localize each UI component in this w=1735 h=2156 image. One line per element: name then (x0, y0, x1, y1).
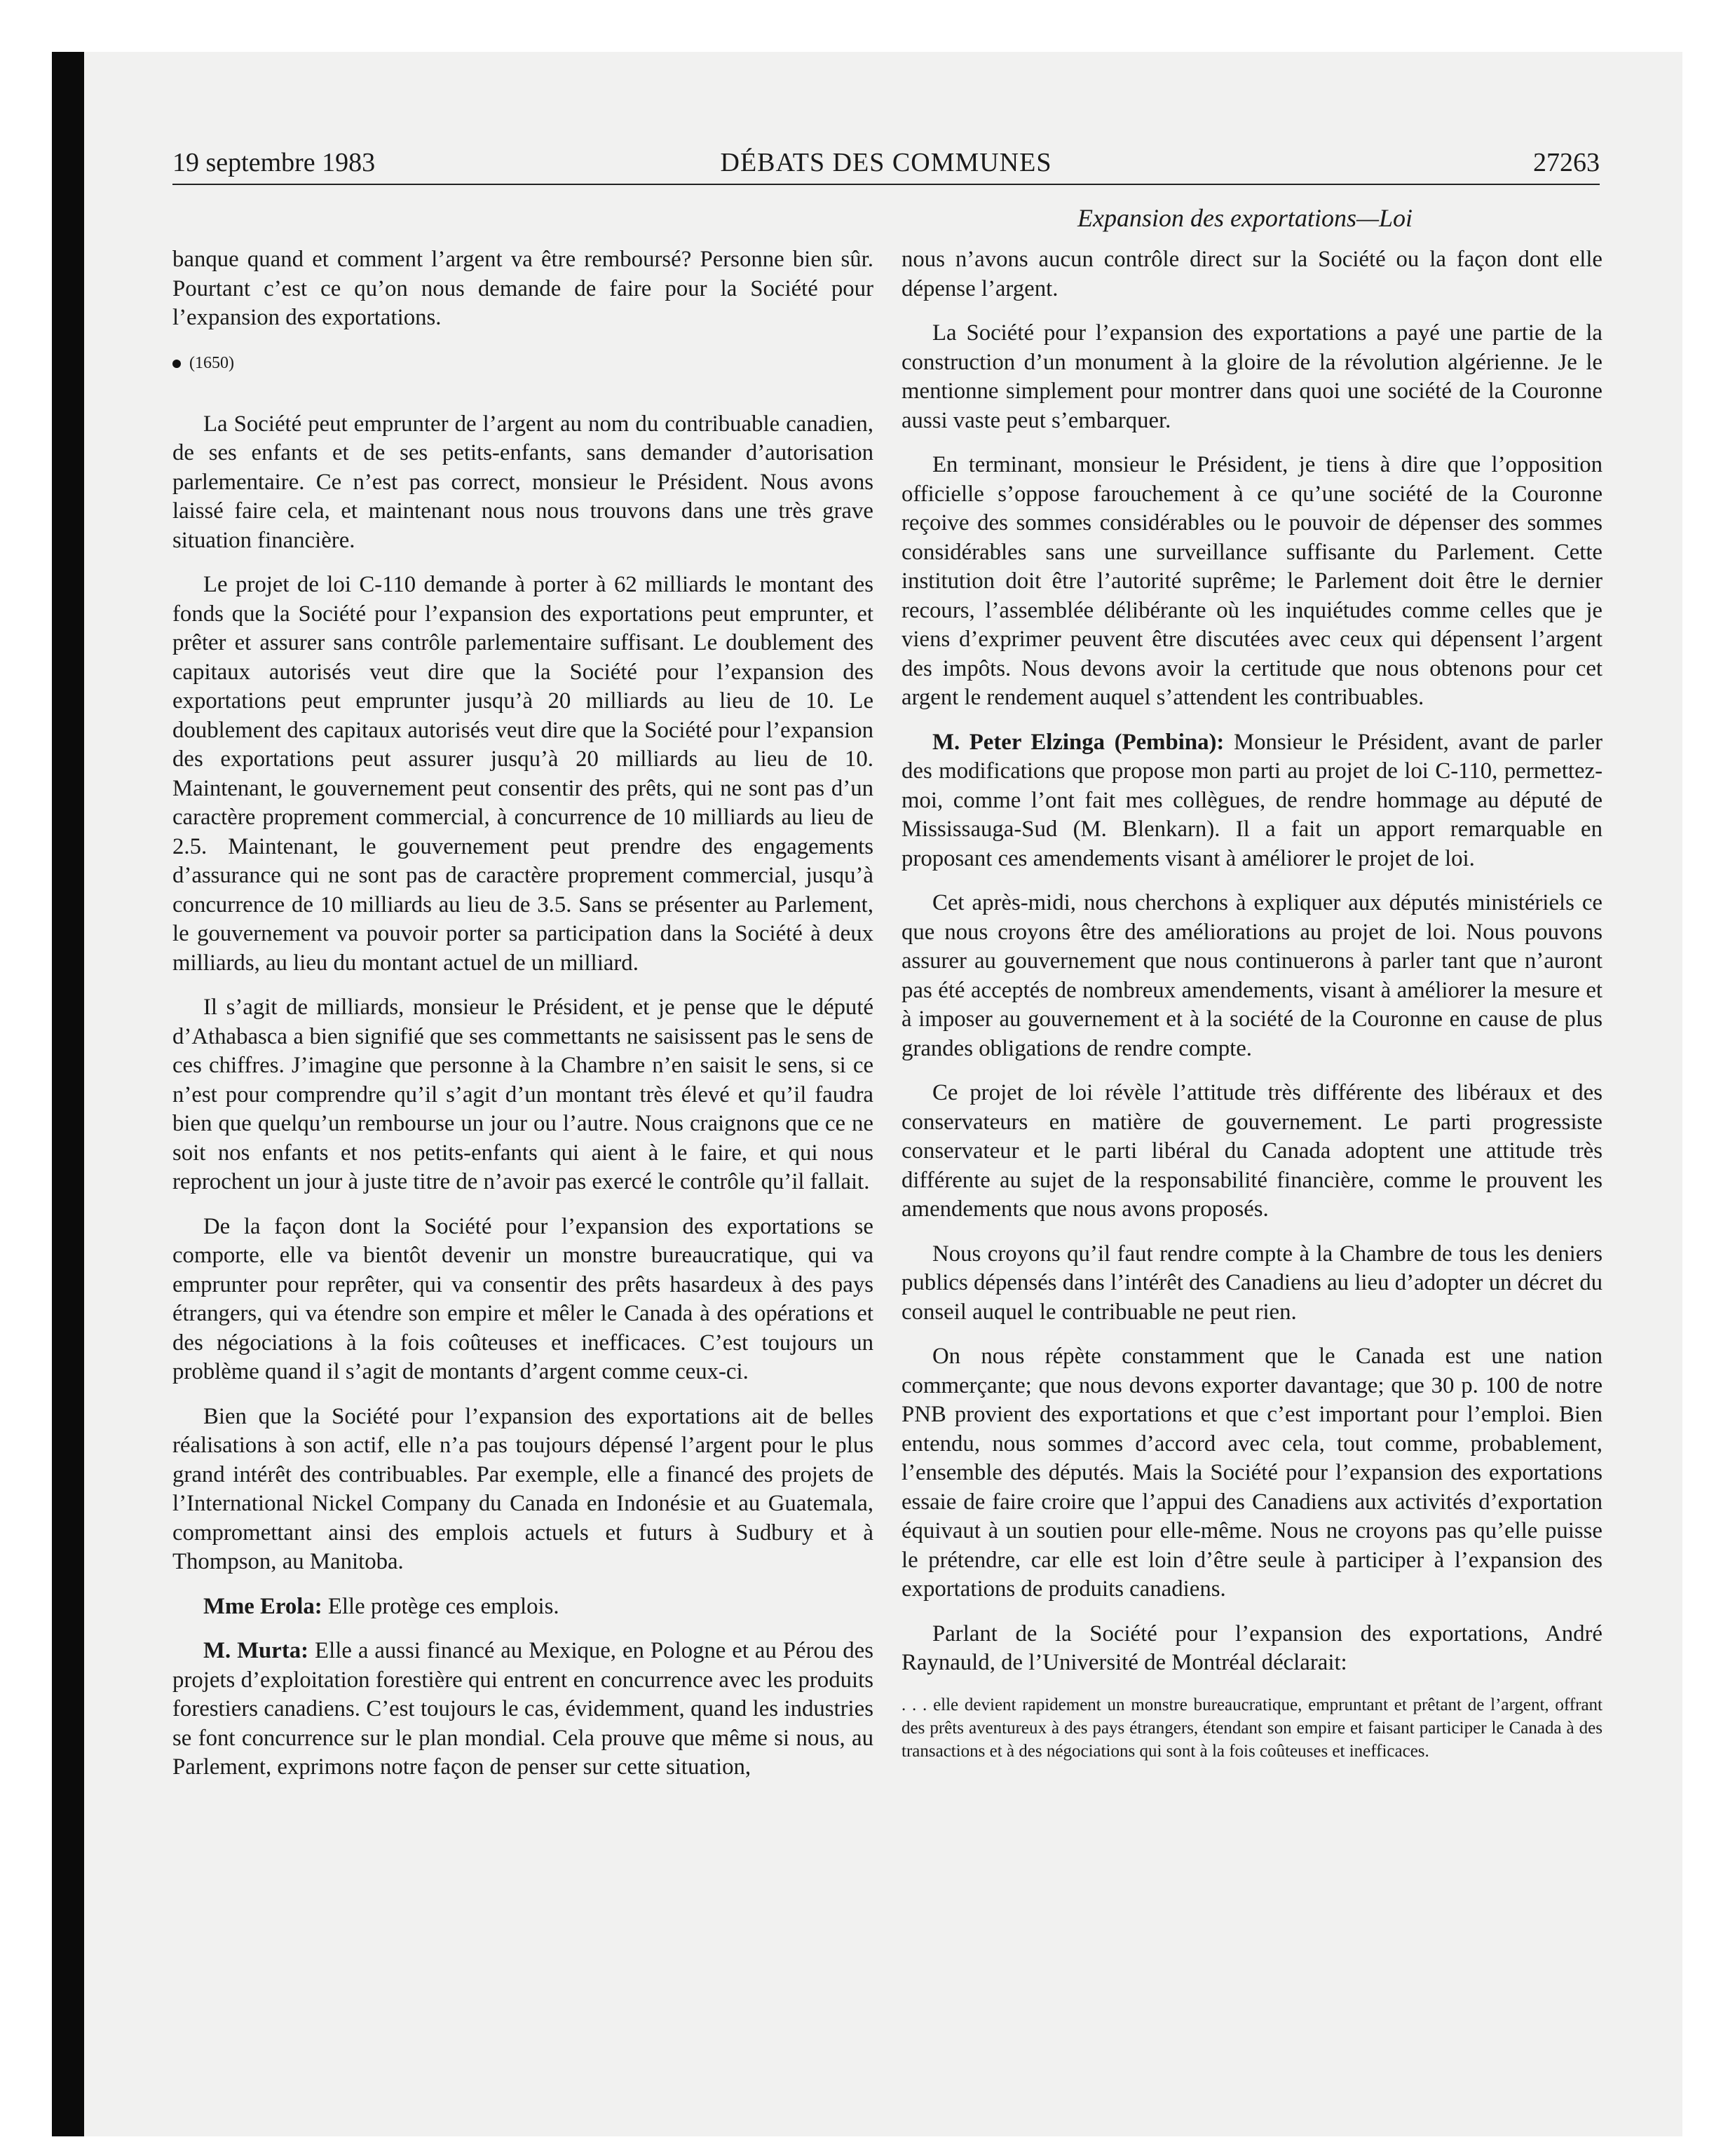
speech-text: Monsieur le Président, avant de parler des modifications que propose mon parti au projet de loi C-110, permettez-moi, comme l’ont fait mes collègues, de rendre hommage au député de Mississauga-Sud (M. Blenkarn). Il a fait un apport remarquable en proposant ces amendements visant à améliorer le projet de loi. (901, 729, 1603, 871)
paragraph: Parlant de la Société pour l’expansion des exportations, André Raynauld, de l’Université de Montréal déclarait: (901, 1621, 1603, 1675)
paragraph: banque quand et comment l’argent va être remboursé? Personne bien sûr. Pourtant c’est ce qu’on nous demande de faire pour la Société pour l’expansion des exportations. (172, 247, 873, 330)
header-title: DÉBATS DES COMMUNES (720, 148, 1052, 177)
page-header (172, 147, 1600, 185)
header-rule (172, 184, 1600, 185)
paragraph: On nous répète constamment que le Canada est une nation commerçante; que nous devons exporter davantage; que 30 p. 100 de notre PNB provient des exportations et que c’est important pour l’emploi. Bien entendu, nous sommes d’accord avec cela, tout comme, probablement, l’ensemble des députés. Mais la Société pour l’expansion des exportations essaie de faire croire que l’appui des Canadiens aux activités d’exportation équivaut à un soutien pour elle-même. Nous ne croyons pas qu’elle puisse le prétendre, car elle est loin d’être seule à participer à l’expansion des exportations de produits canadiens. (901, 1344, 1603, 1602)
paragraph: La Société pour l’expansion des exportations a payé une partie de la construction d’un monument à la gloire de la révolution algérienne. Je le mentionne simplement pour montrer dans quoi une société de la Couronne aussi vaste peut s’embarquer. (901, 320, 1603, 433)
binding-shadow (52, 52, 84, 2136)
time-marker (172, 353, 873, 374)
left-column (172, 245, 873, 1798)
paragraph: Cet après-midi, nous cherchons à expliquer aux députés ministériels ce que nous croyons être des améliorations au projet de loi. Nous pouvons assurer au gouvernement que nous continuerons à parler tant que n’auront pas été acceptés de nombreux amendements, visant à améliorer la mesure et à imposer au gouvernement et à la société de la Couronne en cause de plus grandes obligations de rendre compte. (901, 890, 1603, 1061)
time-marker-label: (1650) (189, 353, 234, 372)
paragraph: De la façon dont la Société pour l’expansion des exportations se comporte, elle va bientôt devenir un monstre bureaucratique, qui va emprunter pour reprêter, qui va consentir des prêts hasardeux à des pays étrangers, qui va étendre son empire et mêler le Canada à des opérations et des négociations à la fois coûteuses et inefficaces. C’est toujours un problème quand il s’agit de montants d’argent comme ceux-ci. (172, 1213, 873, 1384)
header-date: 19 septembre 1983 (172, 148, 376, 177)
paragraph: Nous croyons qu’il faut rendre compte à la Chambre de tous les deniers publics dépensés dans l’intérêt des Canadiens au lieu d’adopter un décret du conseil auquel le contribuable ne peut rien. (901, 1241, 1603, 1325)
paragraph: En terminant, monsieur le Président, je tiens à dire que l’opposition officielle s’oppose farouchement à ce qu’une société de la Couronne reçoive des sommes considérables ou le pouvoir de dépenser des sommes considérables sans une surveillance suffisante du Parlement. Cette institution doit être l’autorité suprême; le Parlement doit être le dernier recours, l’assemblée délibérante où les inquiétudes comme celles que je viens d’exprimer peuvent être discutées avec ceux qui dépensent l’argent des impôts. Nous devons avoir la certitude que nous obtenons pour cet argent le rendement auquel s’attendent les contribuables. (901, 452, 1603, 710)
right-column (901, 245, 1603, 1778)
speech-paragraph (901, 728, 1603, 874)
paragraph: Ce projet de loi révèle l’attitude très différente des libéraux et des conservateurs en matière de gouvernement. Le parti progressiste conservateur et le parti libéral du Canada adoptent une attitude très différente au sujet de la responsabilité financière, comme le prouvent les amendements que nous avons proposés. (901, 1080, 1603, 1222)
paragraph: La Société peut emprunter de l’argent au nom du contribuable canadien, de ses enfants et de ses petits-enfants, sans demander d’autorisation parlementaire. Ce n’est pas correct, monsieur le Président. Nous avons laissé faire cela, et maintenant nous nous trouvons dans une très grave situation financière. (172, 411, 873, 553)
paragraph: Le projet de loi C-110 demande à porter à 62 milliards le montant des fonds que la Société pour l’expansion des exportations peut emprunter, et prêter et assurer sans contrôle parlementaire suffisant. Le doublement des capitaux autorisés veut dire que la Société pour l’expansion des exportations peut emprunter jusqu’à 20 milliards au lieu de 10. Le doublement des capitaux autorisés veut dire que la Société pour l’expansion des exportations peut assurer jusqu’à 20 milliards au lieu de 10. Maintenant, le gouvernement peut consentir des prêts, qui ne sont pas d’un caractère proprement commercial, à concurrence de 10 milliards au lieu de 2.5. Maintenant, le gouvernement peut prendre des engagements d’assurance qui ne sont pas de caractère proprement commercial, jusqu’à concurrence de 10 milliards au lieu de 3.5. Sans se présenter au Parlement, le gouvernement va pouvoir porter sa participation dans la Société à deux milliards, au lieu du montant actuel de un milliard. (172, 572, 873, 976)
speech-paragraph (172, 1637, 873, 1782)
speech-text: Elle a aussi financé au Mexique, en Pologne et au Pérou des projets d’exploitation forestière qui entrent en concurrence avec les produits forestiers canadiens. C’est toujours le cas, évidemment, quand les industries se font concurrence sur le plan mondial. Cela prouve que même si nous, au Parlement, exprimons notre façon de penser sur cette situation, (172, 1638, 873, 1780)
page-number: 27263 (1533, 148, 1600, 177)
paragraph: Il s’agit de milliards, monsieur le Président, et je pense que le député d’Athabasca a bien signifié que ses commettants ne saisissent pas le sens de ces chiffres. J’imagine que personne à la Chambre n’en saisit le sens, si ce n’est pour comprendre qu’il s’agit d’un montant très élevé et qu’il faudra bien que quelqu’un rembourse un jour ou l’autre. Nous craignons que ce ne soit nos enfants et nos petits-enfants qui aient à le faire, et qui nous reprochent un jour à juste titre de n’avoir pas exercé le contrôle qu’il fallait. (172, 995, 873, 1194)
bullet-icon (172, 360, 181, 368)
speaker-name: M. Murta: (203, 1638, 309, 1663)
speech-text: Elle protège ces emplois. (322, 1593, 559, 1619)
running-title: Expansion des exportations—Loi (1077, 204, 1413, 232)
block-quote: . . . elle devient rapidement un monstre bureaucratique, empruntant et prêtant de l’argent, offrant des prêts aventureux à des pays étrangers, étendant son empire et faisant participer le Canada à des transactions et à des négociations qui sont à la fois coûteuses et inefficaces. (901, 1695, 1603, 1761)
paragraph: Bien que la Société pour l’expansion des exportations ait de belles réalisations à son actif, elle n’a pas toujours dépensé l’argent pour le plus grand intérêt des contribuables. Par exemple, elle a financé des projets de l’International Nickel Company du Canada en Indonésie et au Guatemala, compromettant ainsi des emplois actuels et futurs à Sudbury et à Thompson, au Manitoba. (172, 1403, 873, 1574)
speaker-name: M. Peter Elzinga (Pembina): (932, 729, 1225, 755)
speech-paragraph (172, 1592, 873, 1622)
speaker-name: Mme Erola: (203, 1593, 322, 1619)
paragraph: nous n’avons aucun contrôle direct sur la Société ou la façon dont elle dépense l’argent. (901, 247, 1603, 301)
